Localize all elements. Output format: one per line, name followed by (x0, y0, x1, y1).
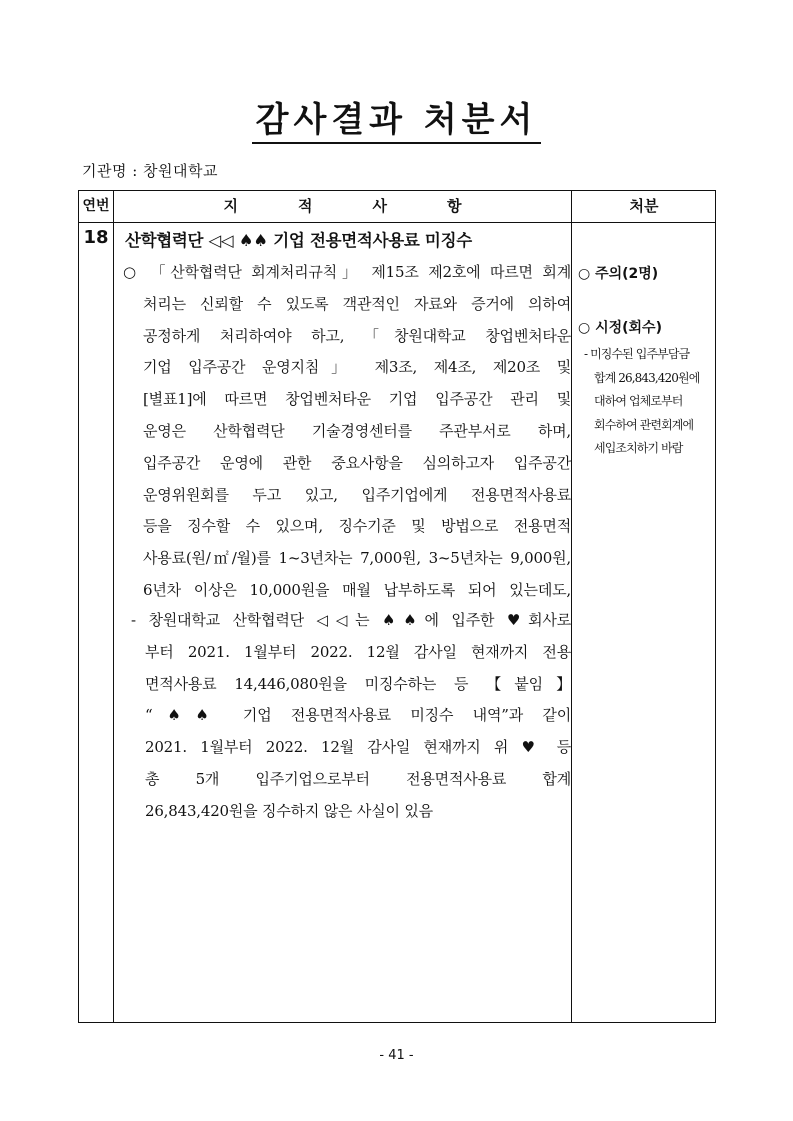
audit-table (78, 190, 716, 1023)
disposition-line: 대하여 업체로부터 (594, 394, 683, 408)
page-number: - 41 - (379, 1048, 414, 1063)
document-title (0, 92, 793, 141)
disposition-caution: ○ 주의(2명) (578, 266, 659, 282)
disposition-line: 합계 26,843,420원에 (594, 370, 700, 385)
document-title-text: 감사결과 처분서 (252, 100, 542, 144)
findings-paragraph-2 (131, 605, 571, 828)
text-line: 등을 징수할 수 있으며, 징수기준 및 방법으로 전용면적 (143, 517, 571, 536)
disposition-line: - 미징수된 입주부담금 (584, 347, 690, 361)
text-line: 사용료(원/㎡/월)를 1~3년차는 7,000원, 3~5년차는 9,000원, (143, 549, 571, 568)
text-line: 2021. 1월부터 2022. 12월 감사일 현재까지 위 ♥ 등 (145, 738, 571, 757)
case-title: 산학협력단 ◁◁ ♠♠ 기업 전용면적사용료 미징수 (125, 231, 472, 250)
text-line: - 창원대학교 산학협력단 ◁◁는 ♠♠에 입주한 ♥회사로 (131, 611, 571, 629)
text-line: 부터 2021. 1월부터 2022. 12월 감사일 현재까지 전용 (145, 642, 571, 661)
text-line: 운영위원회를 두고 있고, 입주기업에게 전용면적사용료 (143, 485, 571, 504)
column-divider (113, 191, 114, 1022)
text-line: 26,843,420원을 징수하지 않은 사실이 있음 (145, 801, 433, 820)
text-line: 입주공간 운영에 관한 중요사항을 심의하고자 입주공간 (143, 453, 571, 472)
text-line: “♠♠ 기업 전용면적사용료 미징수 내역”과 같이 (145, 706, 571, 725)
findings-paragraph-1 (123, 257, 571, 607)
header-seq: 연번 (82, 198, 110, 214)
text-line: 6년차 이상은 10,000원을 매월 납부하도록 되어 있는데도, (143, 580, 571, 599)
disposition-line: 회수하여 관련회계에 (594, 417, 694, 432)
header-divider (79, 222, 715, 223)
text-line: 면적사용료 14,446,080원을 미징수하는 등 【붙임】 (145, 674, 571, 693)
agency-line: 기관명 : 창원대학교 (82, 162, 219, 180)
text-line: [별표1]에 따르면 창업벤처타운 기업 입주공간 관리 및 (143, 390, 571, 409)
text-line: 기업 입주공간 운영지침」 제3조, 제4조, 제20조 및 (143, 358, 571, 377)
header-disposition: 처분 (629, 197, 659, 215)
disposition-correction: ○ 시정(회수) (578, 320, 662, 336)
column-divider (571, 191, 572, 1022)
text-line: 공정하게 처리하여야 하고, 「창원대학교 창업벤처타운 (143, 326, 571, 345)
header-findings: 지 적 사 항 (223, 197, 462, 215)
text-line: 처리는 신뢰할 수 있도록 객관적인 자료와 증거에 의하여 (143, 294, 571, 313)
case-number: 18 (83, 227, 109, 248)
text-line: 총 5개 입주기업으로부터 전용면적사용료 합계 (145, 769, 571, 788)
text-line: ○ 「산학협력단 회계처리규칙」 제15조 제2호에 따르면 회계 (123, 263, 571, 281)
text-line: 운영은 산학협력단 기술경영센터를 주관부서로 하며, (143, 421, 571, 440)
disposition-line: 세입조치하기 바람 (594, 441, 683, 455)
disposition-correction-detail (584, 343, 699, 461)
